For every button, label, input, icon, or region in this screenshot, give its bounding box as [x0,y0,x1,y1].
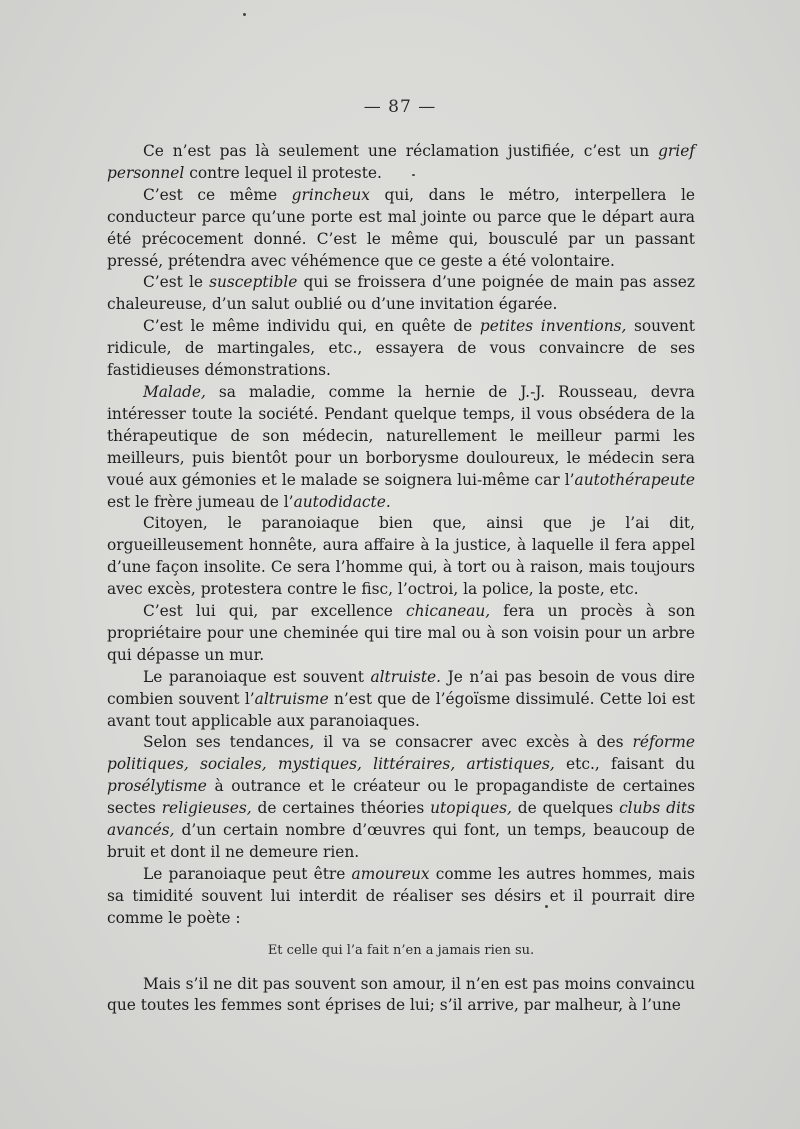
italic-run: grincheux [291,185,370,204]
italic-run: chicaneau, [405,602,491,621]
text-run: est le frère jumeau de l’ [107,492,294,511]
paragraph-list [107,141,695,930]
italic-run: altruisme [254,689,329,708]
italic-run: susceptible [209,273,298,292]
text-run: Citoyen, le paranoiaque bien que, ainsi que je l’ai dit, orgueilleusement honnête, aura affaire à la justice, à laquelle il fera appel d’une façon insolite. Ce sera l’homme qui, à tort ou à raison, mais toujours avec excès, protestera contre le fisc, l’octroi, la police, la poste, etc. [107,514,695,599]
paragraph [107,513,695,601]
paper-speck [412,174,415,176]
italic-run: prosélytisme [107,777,207,796]
text-run: C’est le [143,273,210,292]
paragraph [107,864,695,930]
paragraph [107,667,695,733]
italic-run: amoureux [351,864,430,883]
paper-speck [545,905,548,908]
text-run: C’est ce même [143,185,292,204]
paper-speck [243,13,246,16]
italic-run: grief personnel [107,142,695,182]
text-run: d’un certain nombre d’œuvres qui font, un temps, beaucoup de bruit et dont il ne demeure rien. [107,821,695,861]
paragraph [107,316,695,382]
paragraph [107,732,695,863]
italic-run: autothérapeute [574,470,695,489]
text-run: Le paranoiaque est souvent [143,667,371,686]
text-run: etc., faisant du [554,755,695,774]
text-run: fera un procès à son propriétaire pour une cheminée qui tire mal ou à son voisin pour un arbre qui dépasse un mur. [107,602,695,664]
italic-run: utopiques, [430,799,512,818]
paragraph [107,185,695,273]
italic-run: petites inventions, [479,317,627,336]
text-run: C’est lui qui, par excellence [143,602,406,621]
text-run: Je n’ai pas besoin de vous dire combien souvent l’ [107,667,695,708]
paragraph [107,141,695,185]
text-run: à outrance et le créateur ou le propagandiste de certaines sectes [107,777,695,818]
italic-run: réforme politiques, sociales, mystiques, littéraires, artistiques, [107,733,695,774]
text-run: Le paranoiaque peut être [143,864,352,883]
text-run: qui se froissera d’une poignée de main pas assez chaleureuse, d’un salut oublié ou d’une invitation égarée. [107,273,695,314]
page-number: — 87 — [363,97,437,117]
text-run: qui, dans le métro, interpellera le conducteur parce qu’une porte est mal jointe ou parce que le départ aura été précocement donné. C’est le même qui, bousculé par un passant pressé, prétendra avec véhémence que ce geste a été volontaire. [107,185,696,270]
final-paragraph [107,974,695,1018]
text-run: contre lequel il proteste. [184,163,382,182]
text-run: de certaines théories [251,799,431,818]
text-run: Mais s’il ne dit pas souvent son amour, il n’en est pas moins convaincu que toutes les femmes sont éprises de lui; s’il arrive, par malheur, à l’une [107,974,695,1015]
text-run: Selon ses tendances, il va se consacrer avec excès à des [143,733,633,752]
text-run: comme les autres hommes, mais sa timidité souvent lui interdit de réaliser ses désirs et il pourrait dire comme le poète : [107,864,695,927]
body-text [107,141,695,1017]
italic-run: clubs dits avancés, [107,799,695,840]
text-run: Ce n’est pas là seulement une réclamation justifiée, c’est un [143,142,659,160]
verse-quote: Et celle qui l’a fait n’en a jamais rien su. [267,942,535,958]
text-run: n’est que de l’égoïsme dissimulé. Cette loi est avant tout applicable aux paranoiaques. [107,689,695,730]
italic-run: autodidacte. [293,492,391,511]
paragraph [107,601,695,667]
italic-run: altruiste. [370,667,442,686]
text-run: sa maladie, comme la hernie de J.-J. Rousseau, devra intéresser toute la société. Pendant quelque temps, il vous obsédera de la thérapeutique de son médecin, naturellement le meilleur parmi les meilleurs, puis bientôt pour un borborysme douloureux, le médecin sera voué aux gémonies et le malade se soignera lui-même car l’ [107,382,695,489]
text-run: C’est le même individu qui, en quête de [143,317,480,336]
italic-run: Malade, [143,382,206,401]
italic-run: religieuses, [161,799,252,818]
text-run: de quelques [511,799,620,818]
paragraph [107,382,695,513]
text-run: souvent ridicule, de martingales, etc., essayera de vous convaincre de ses fastidieuses démonstrations. [107,317,695,380]
paragraph [107,272,695,316]
